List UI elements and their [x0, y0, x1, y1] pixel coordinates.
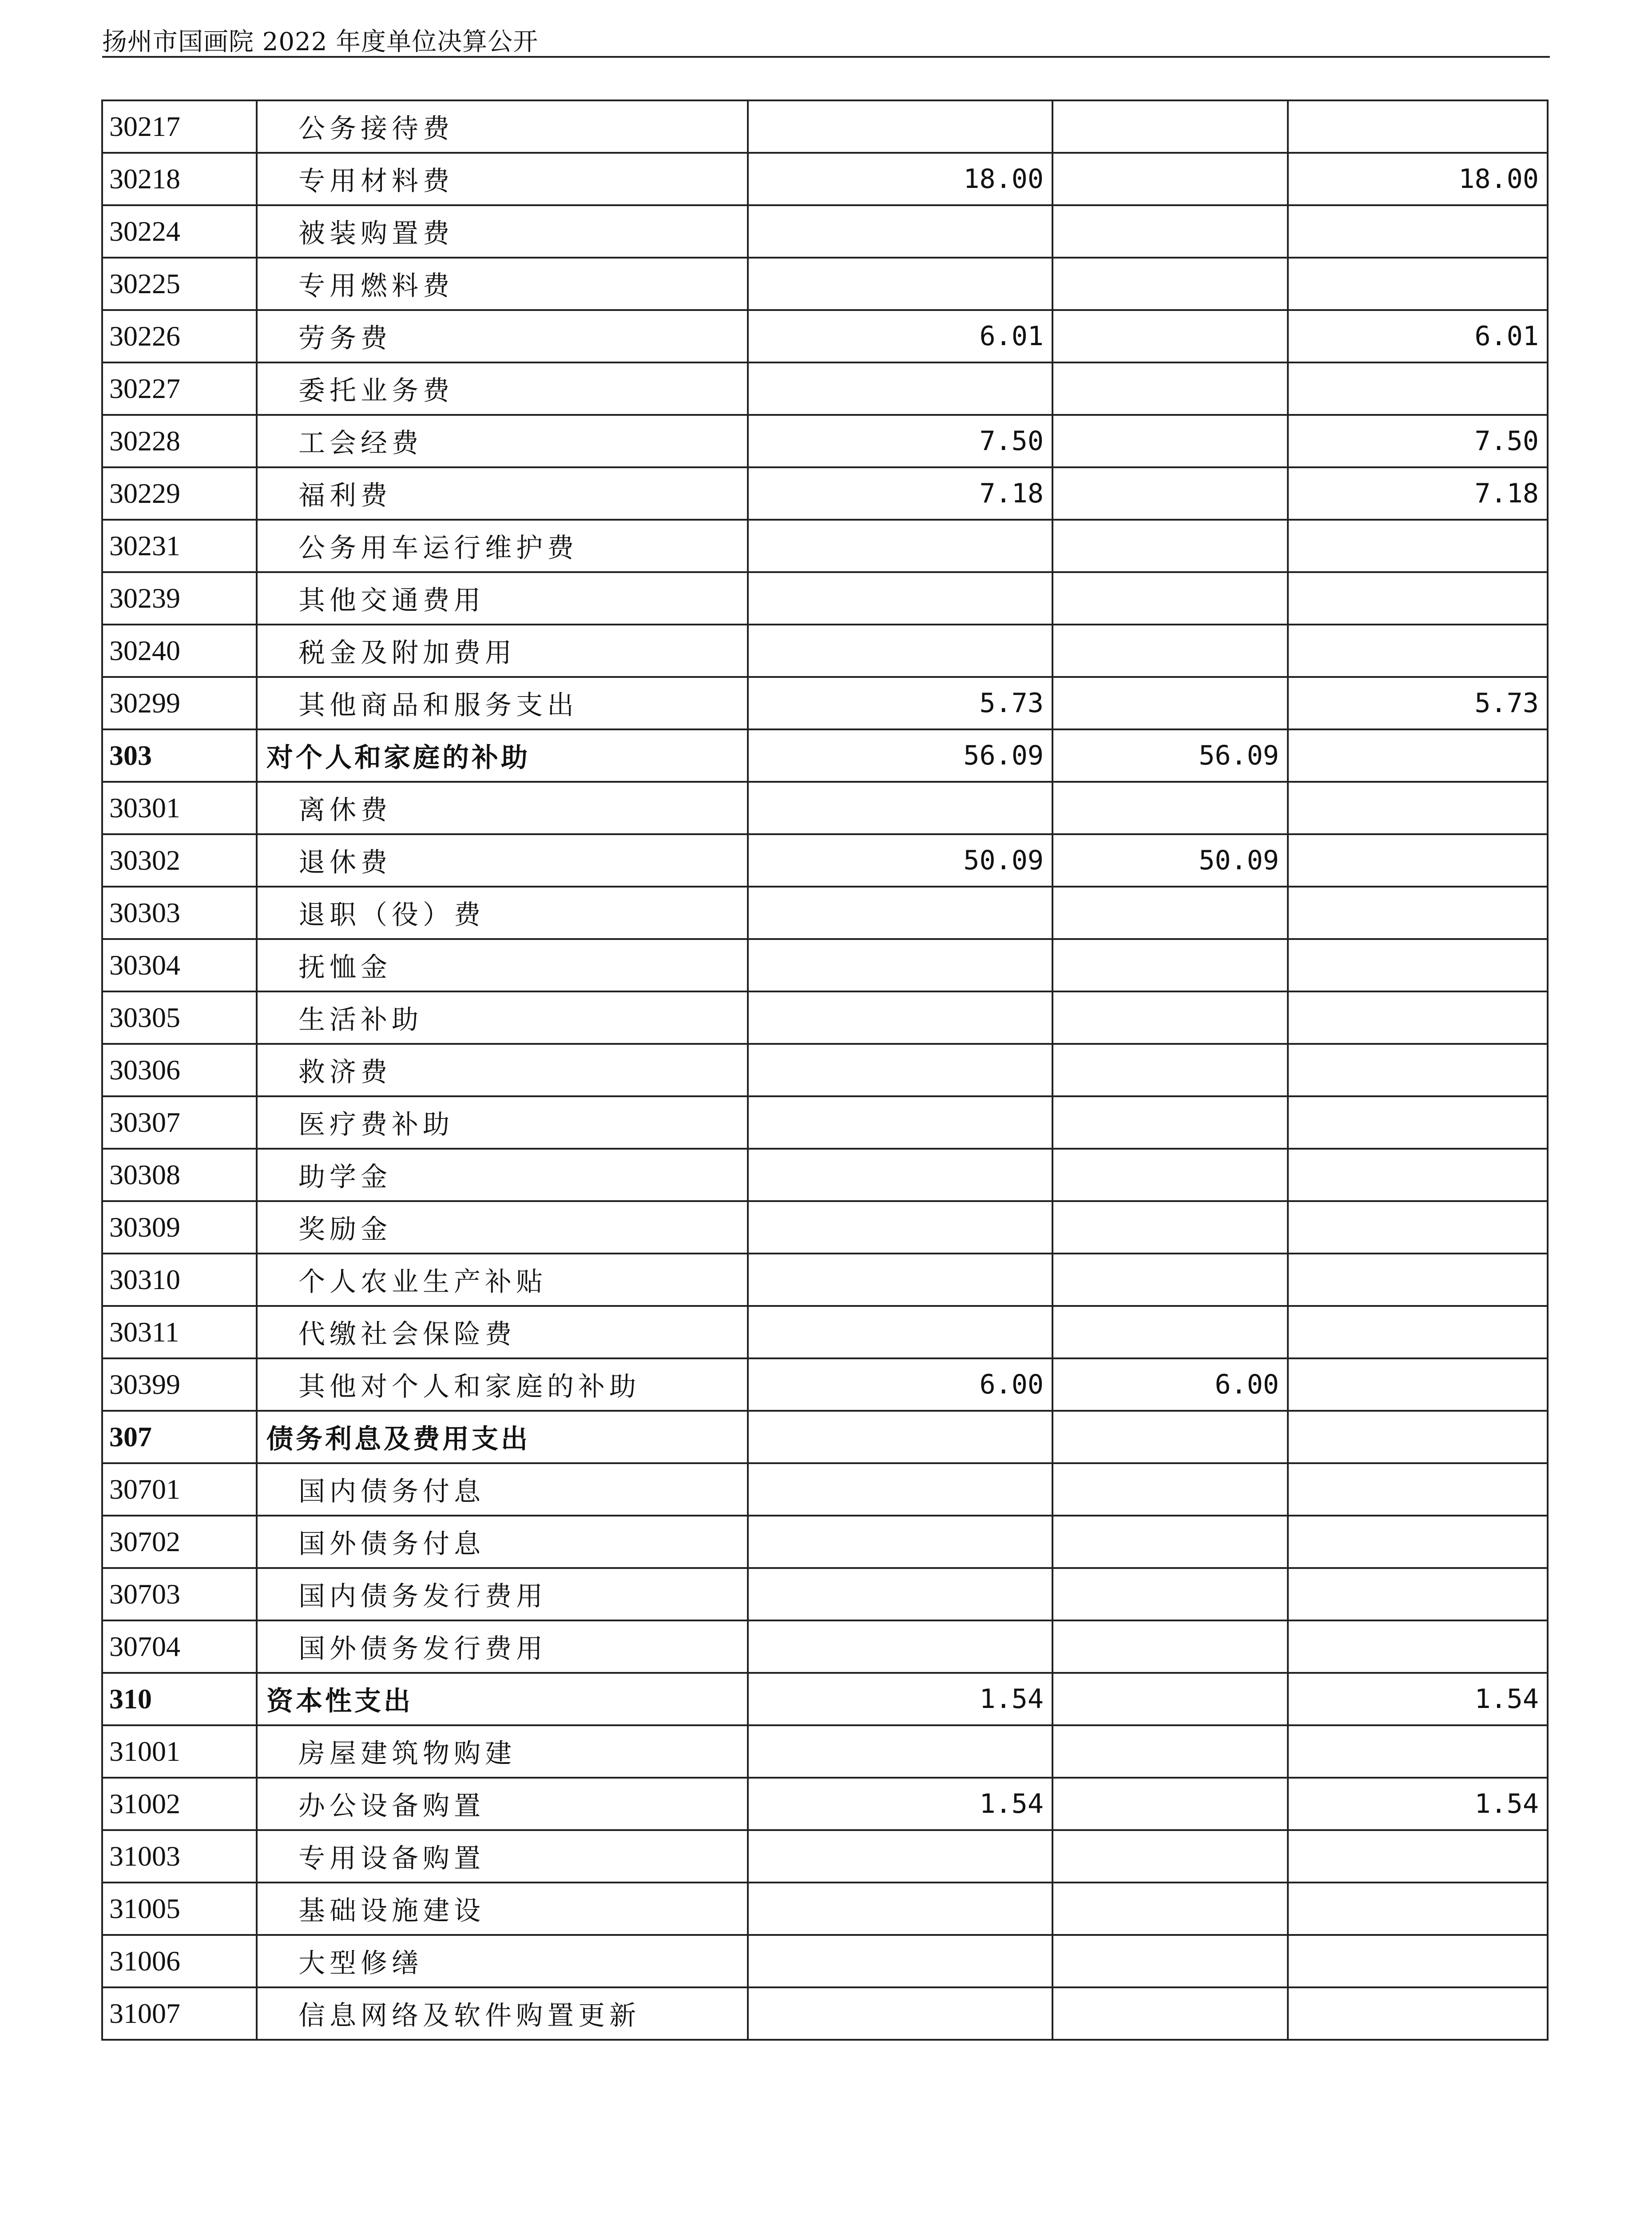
- total-amount-cell: [748, 1411, 1052, 1463]
- basic-expenditure-cell: [1052, 1935, 1288, 1987]
- item-code-cell: 30704: [102, 1620, 257, 1673]
- basic-expenditure-cell: [1052, 205, 1288, 258]
- item-code-cell: 30703: [102, 1568, 257, 1620]
- total-amount-cell: [748, 1306, 1052, 1358]
- item-name-cell: 其他对个人和家庭的补助: [257, 1358, 748, 1411]
- item-code-cell: 30310: [102, 1254, 257, 1306]
- basic-expenditure-cell: [1052, 572, 1288, 625]
- table-row: [102, 310, 1548, 362]
- basic-expenditure-cell: [1052, 991, 1288, 1044]
- total-amount-cell: [748, 205, 1052, 258]
- project-expenditure-cell: [1288, 1044, 1548, 1096]
- item-name-cell: 助学金: [257, 1149, 748, 1201]
- item-name-cell: 大型修缮: [257, 1935, 748, 1987]
- item-code-cell: 31006: [102, 1935, 257, 1987]
- total-amount-cell: [748, 625, 1052, 677]
- basic-expenditure-cell: [1052, 1149, 1288, 1201]
- project-expenditure-cell: [1288, 1201, 1548, 1254]
- project-expenditure-cell: [1288, 362, 1548, 415]
- item-code-cell: 30301: [102, 782, 257, 834]
- item-name-cell: 劳务费: [257, 310, 748, 362]
- table-body: [102, 100, 1548, 2040]
- item-code-cell: 30239: [102, 572, 257, 625]
- project-expenditure-cell: [1288, 1149, 1548, 1201]
- project-expenditure-cell: [1288, 1516, 1548, 1568]
- project-expenditure-cell: 7.50: [1288, 415, 1548, 467]
- table-row: [102, 1568, 1548, 1620]
- table-row: [102, 887, 1548, 939]
- item-name-cell: 国内债务付息: [257, 1463, 748, 1516]
- item-code-cell: 30229: [102, 467, 257, 520]
- total-amount-cell: 50.09: [748, 834, 1052, 887]
- item-name-cell: 奖励金: [257, 1201, 748, 1254]
- item-name-cell: 生活补助: [257, 991, 748, 1044]
- item-code-cell: 30303: [102, 887, 257, 939]
- item-name-cell: 公务接待费: [257, 100, 748, 153]
- total-amount-cell: 6.01: [748, 310, 1052, 362]
- item-name-cell: 房屋建筑物购建: [257, 1725, 748, 1778]
- document-title: 扬州市国画院 2022 年度单位决算公开: [102, 28, 539, 56]
- item-code-cell: 307: [102, 1411, 257, 1463]
- item-name-cell: 救济费: [257, 1044, 748, 1096]
- item-code-cell: 30227: [102, 362, 257, 415]
- project-expenditure-cell: 6.01: [1288, 310, 1548, 362]
- project-expenditure-cell: [1288, 625, 1548, 677]
- basic-expenditure-cell: [1052, 1725, 1288, 1778]
- total-amount-cell: [748, 520, 1052, 572]
- table-row: [102, 1830, 1548, 1883]
- item-name-cell: 工会经费: [257, 415, 748, 467]
- total-amount-cell: 6.00: [748, 1358, 1052, 1411]
- table-row: [102, 572, 1548, 625]
- project-expenditure-cell: [1288, 1725, 1548, 1778]
- basic-expenditure-cell: [1052, 1620, 1288, 1673]
- item-name-cell: 债务利息及费用支出: [257, 1411, 748, 1463]
- total-amount-cell: 7.50: [748, 415, 1052, 467]
- item-code-cell: 30302: [102, 834, 257, 887]
- total-amount-cell: [748, 1516, 1052, 1568]
- total-amount-cell: [748, 991, 1052, 1044]
- item-code-cell: 30225: [102, 258, 257, 310]
- item-code-cell: 30701: [102, 1463, 257, 1516]
- total-amount-cell: 1.54: [748, 1673, 1052, 1725]
- item-code-cell: 31005: [102, 1883, 257, 1935]
- basic-expenditure-cell: 56.09: [1052, 729, 1288, 782]
- basic-expenditure-cell: [1052, 782, 1288, 834]
- table-row: [102, 1358, 1548, 1411]
- total-amount-cell: [748, 1830, 1052, 1883]
- item-name-cell: 税金及附加费用: [257, 625, 748, 677]
- item-code-cell: 310: [102, 1673, 257, 1725]
- basic-expenditure-cell: [1052, 887, 1288, 939]
- item-name-cell: 其他商品和服务支出: [257, 677, 748, 729]
- basic-expenditure-cell: [1052, 1778, 1288, 1830]
- table-row: [102, 100, 1548, 153]
- total-amount-cell: 18.00: [748, 153, 1052, 205]
- total-amount-cell: [748, 1463, 1052, 1516]
- item-code-cell: 30226: [102, 310, 257, 362]
- table-row: [102, 1096, 1548, 1149]
- basic-expenditure-cell: [1052, 258, 1288, 310]
- total-amount-cell: [748, 1568, 1052, 1620]
- item-name-cell: 公务用车运行维护费: [257, 520, 748, 572]
- table-row: [102, 1620, 1548, 1673]
- table-row: [102, 415, 1548, 467]
- item-code-cell: 30306: [102, 1044, 257, 1096]
- page-header: [102, 19, 1550, 58]
- item-name-cell: 福利费: [257, 467, 748, 520]
- expenditure-table: [101, 100, 1549, 2041]
- basic-expenditure-cell: [1052, 1673, 1288, 1725]
- item-code-cell: 30218: [102, 153, 257, 205]
- project-expenditure-cell: [1288, 572, 1548, 625]
- item-name-cell: 信息网络及软件购置更新: [257, 1987, 748, 2040]
- project-expenditure-cell: [1288, 1463, 1548, 1516]
- item-name-cell: 退休费: [257, 834, 748, 887]
- basic-expenditure-cell: [1052, 1254, 1288, 1306]
- item-name-cell: 专用材料费: [257, 153, 748, 205]
- table-row: [102, 625, 1548, 677]
- project-expenditure-cell: [1288, 1306, 1548, 1358]
- project-expenditure-cell: 5.73: [1288, 677, 1548, 729]
- basic-expenditure-cell: [1052, 1516, 1288, 1568]
- project-expenditure-cell: [1288, 100, 1548, 153]
- total-amount-cell: 1.54: [748, 1778, 1052, 1830]
- item-name-cell: 国外债务发行费用: [257, 1620, 748, 1673]
- total-amount-cell: [748, 939, 1052, 991]
- total-amount-cell: [748, 100, 1052, 153]
- project-expenditure-cell: [1288, 1096, 1548, 1149]
- item-code-cell: 30299: [102, 677, 257, 729]
- table-row: [102, 1987, 1548, 2040]
- project-expenditure-cell: [1288, 729, 1548, 782]
- total-amount-cell: 56.09: [748, 729, 1052, 782]
- project-expenditure-cell: [1288, 939, 1548, 991]
- total-amount-cell: [748, 782, 1052, 834]
- item-code-cell: 31003: [102, 1830, 257, 1883]
- basic-expenditure-cell: [1052, 310, 1288, 362]
- basic-expenditure-cell: [1052, 362, 1288, 415]
- table-row: [102, 1306, 1548, 1358]
- item-name-cell: 专用燃料费: [257, 258, 748, 310]
- total-amount-cell: [748, 1620, 1052, 1673]
- total-amount-cell: [748, 362, 1052, 415]
- table-row: [102, 467, 1548, 520]
- item-code-cell: 30240: [102, 625, 257, 677]
- project-expenditure-cell: [1288, 205, 1548, 258]
- project-expenditure-cell: [1288, 1620, 1548, 1673]
- total-amount-cell: [748, 1883, 1052, 1935]
- project-expenditure-cell: [1288, 887, 1548, 939]
- project-expenditure-cell: [1288, 1358, 1548, 1411]
- basic-expenditure-cell: [1052, 1096, 1288, 1149]
- project-expenditure-cell: [1288, 258, 1548, 310]
- item-name-cell: 办公设备购置: [257, 1778, 748, 1830]
- item-name-cell: 退职（役）费: [257, 887, 748, 939]
- table-row: [102, 1778, 1548, 1830]
- table-row: [102, 782, 1548, 834]
- table-row: [102, 520, 1548, 572]
- basic-expenditure-cell: [1052, 1306, 1288, 1358]
- item-code-cell: 31001: [102, 1725, 257, 1778]
- project-expenditure-cell: [1288, 991, 1548, 1044]
- total-amount-cell: [748, 1987, 1052, 2040]
- table-row: [102, 991, 1548, 1044]
- table-row: [102, 1516, 1548, 1568]
- item-code-cell: 30224: [102, 205, 257, 258]
- project-expenditure-cell: [1288, 1830, 1548, 1883]
- table-row: [102, 729, 1548, 782]
- total-amount-cell: [748, 887, 1052, 939]
- basic-expenditure-cell: [1052, 1987, 1288, 2040]
- item-name-cell: 医疗费补助: [257, 1096, 748, 1149]
- project-expenditure-cell: [1288, 520, 1548, 572]
- item-code-cell: 31002: [102, 1778, 257, 1830]
- total-amount-cell: [748, 1096, 1052, 1149]
- table-row: [102, 1201, 1548, 1254]
- item-code-cell: 30309: [102, 1201, 257, 1254]
- basic-expenditure-cell: [1052, 1463, 1288, 1516]
- basic-expenditure-cell: [1052, 153, 1288, 205]
- basic-expenditure-cell: 6.00: [1052, 1358, 1288, 1411]
- basic-expenditure-cell: [1052, 1568, 1288, 1620]
- basic-expenditure-cell: [1052, 1830, 1288, 1883]
- item-code-cell: 30231: [102, 520, 257, 572]
- project-expenditure-cell: [1288, 1987, 1548, 2040]
- project-expenditure-cell: [1288, 834, 1548, 887]
- item-code-cell: 30311: [102, 1306, 257, 1358]
- table-row: [102, 677, 1548, 729]
- table-row: [102, 1725, 1548, 1778]
- table-row: [102, 1883, 1548, 1935]
- item-name-cell: 个人农业生产补贴: [257, 1254, 748, 1306]
- basic-expenditure-cell: [1052, 467, 1288, 520]
- basic-expenditure-cell: [1052, 1411, 1288, 1463]
- project-expenditure-cell: 1.54: [1288, 1778, 1548, 1830]
- item-name-cell: 委托业务费: [257, 362, 748, 415]
- table-row: [102, 1935, 1548, 1987]
- table-row: [102, 362, 1548, 415]
- table-row: [102, 1463, 1548, 1516]
- item-name-cell: 代缴社会保险费: [257, 1306, 748, 1358]
- item-name-cell: 离休费: [257, 782, 748, 834]
- table-row: [102, 834, 1548, 887]
- basic-expenditure-cell: [1052, 415, 1288, 467]
- table-row: [102, 939, 1548, 991]
- item-code-cell: 30305: [102, 991, 257, 1044]
- project-expenditure-cell: 18.00: [1288, 153, 1548, 205]
- item-name-cell: 抚恤金: [257, 939, 748, 991]
- item-name-cell: 其他交通费用: [257, 572, 748, 625]
- item-code-cell: 30304: [102, 939, 257, 991]
- table-row: [102, 1254, 1548, 1306]
- basic-expenditure-cell: [1052, 520, 1288, 572]
- basic-expenditure-cell: [1052, 1044, 1288, 1096]
- project-expenditure-cell: [1288, 782, 1548, 834]
- item-name-cell: 国内债务发行费用: [257, 1568, 748, 1620]
- item-name-cell: 被装购置费: [257, 205, 748, 258]
- project-expenditure-cell: [1288, 1254, 1548, 1306]
- item-code-cell: 30307: [102, 1096, 257, 1149]
- total-amount-cell: [748, 1044, 1052, 1096]
- item-code-cell: 303: [102, 729, 257, 782]
- basic-expenditure-cell: [1052, 625, 1288, 677]
- total-amount-cell: [748, 1149, 1052, 1201]
- item-name-cell: 基础设施建设: [257, 1883, 748, 1935]
- basic-expenditure-cell: [1052, 1883, 1288, 1935]
- project-expenditure-cell: 1.54: [1288, 1673, 1548, 1725]
- project-expenditure-cell: [1288, 1883, 1548, 1935]
- basic-expenditure-cell: [1052, 677, 1288, 729]
- total-amount-cell: [748, 1725, 1052, 1778]
- project-expenditure-cell: [1288, 1568, 1548, 1620]
- project-expenditure-cell: [1288, 1411, 1548, 1463]
- item-code-cell: 30217: [102, 100, 257, 153]
- total-amount-cell: [748, 1254, 1052, 1306]
- table-row: [102, 205, 1548, 258]
- item-code-cell: 30308: [102, 1149, 257, 1201]
- total-amount-cell: [748, 1935, 1052, 1987]
- table-row: [102, 1044, 1548, 1096]
- total-amount-cell: [748, 258, 1052, 310]
- project-expenditure-cell: [1288, 1935, 1548, 1987]
- basic-expenditure-cell: [1052, 100, 1288, 153]
- item-name-cell: 资本性支出: [257, 1673, 748, 1725]
- total-amount-cell: [748, 1201, 1052, 1254]
- item-code-cell: 30228: [102, 415, 257, 467]
- total-amount-cell: 5.73: [748, 677, 1052, 729]
- basic-expenditure-cell: 50.09: [1052, 834, 1288, 887]
- item-name-cell: 对个人和家庭的补助: [257, 729, 748, 782]
- item-code-cell: 30399: [102, 1358, 257, 1411]
- basic-expenditure-cell: [1052, 939, 1288, 991]
- total-amount-cell: [748, 572, 1052, 625]
- table-row: [102, 1673, 1548, 1725]
- table-row: [102, 258, 1548, 310]
- item-name-cell: 国外债务付息: [257, 1516, 748, 1568]
- item-code-cell: 31007: [102, 1987, 257, 2040]
- basic-expenditure-cell: [1052, 1201, 1288, 1254]
- project-expenditure-cell: 7.18: [1288, 467, 1548, 520]
- item-name-cell: 专用设备购置: [257, 1830, 748, 1883]
- total-amount-cell: 7.18: [748, 467, 1052, 520]
- item-code-cell: 30702: [102, 1516, 257, 1568]
- table-row: [102, 153, 1548, 205]
- table-row: [102, 1149, 1548, 1201]
- table-row: [102, 1411, 1548, 1463]
